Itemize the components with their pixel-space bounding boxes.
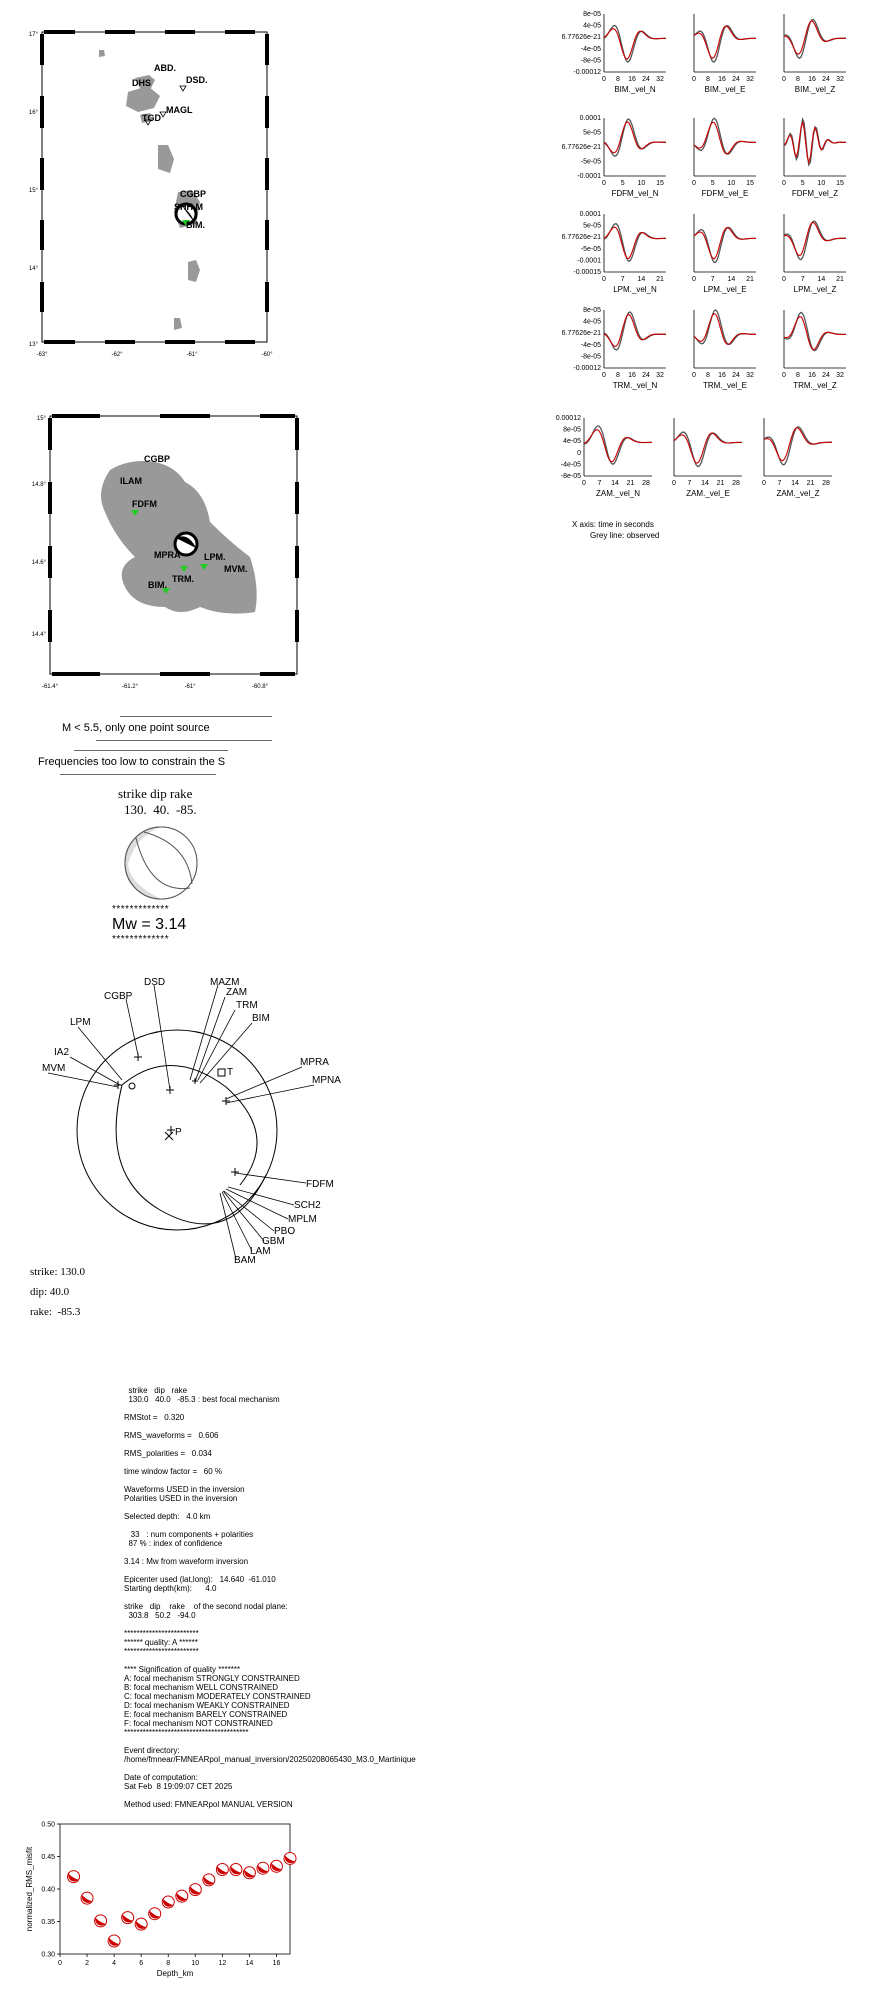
- waveform-xtick: 21: [716, 480, 725, 487]
- note-frequencies: Frequencies too low to constrain the S: [38, 756, 226, 768]
- waveform-ytick: 8e-05: [583, 307, 601, 314]
- waveform-ytick: 0.00012: [555, 415, 581, 422]
- result-line: Starting depth(km): 4.0: [124, 1584, 217, 1593]
- result-line: 303.8 50.2 -94.0: [124, 1611, 196, 1620]
- polarity-plot: [30, 975, 350, 1265]
- waveform-xtick: 15: [746, 180, 754, 187]
- map1-lon-tick: -61°: [186, 352, 198, 358]
- waveform-row: [548, 112, 870, 204]
- polarity-station: SCH2: [294, 1200, 321, 1211]
- chart-ytick: 0.45: [41, 1854, 55, 1861]
- waveform-xtick: 8: [616, 372, 620, 379]
- waveform-xtick: 21: [626, 480, 635, 487]
- p-axis-label: P: [175, 1127, 182, 1138]
- polarity-station: TRM: [236, 1000, 258, 1011]
- map1-station-label: BIM.: [186, 220, 205, 230]
- waveform-xtick: 32: [746, 372, 754, 379]
- waveform-ytick: -4e-05: [580, 341, 601, 349]
- chart-xtick: 10: [191, 1960, 200, 1967]
- waveform-row: [548, 208, 870, 300]
- observed-trace: [604, 119, 666, 156]
- result-line: Event directory:: [124, 1746, 180, 1755]
- waveform-xtick: 28: [642, 480, 650, 487]
- synthetic-trace: [604, 314, 666, 346]
- map1-station-label: ABD.: [154, 63, 176, 73]
- synthetic-trace: [584, 430, 652, 462]
- polarity-rake: rake: -85.3: [30, 1306, 81, 1318]
- waveform-panel-label: FDFM_vel_Z: [791, 189, 839, 198]
- chart-xtick: 2: [85, 1960, 90, 1967]
- waveform-xtick: 14: [637, 276, 646, 283]
- result-line: strike dip rake: [124, 1386, 188, 1395]
- waveform-xtick: 16: [628, 372, 636, 379]
- waveform-xtick: 14: [727, 276, 736, 283]
- polarity-station: MVM: [42, 1063, 66, 1074]
- depth-misfit-chart: [20, 1818, 310, 1990]
- map2-lat-tick: 14.6°: [31, 560, 46, 566]
- waveform-xtick: 24: [732, 76, 740, 83]
- waveform-xtick: 0: [782, 276, 786, 283]
- waveform-ytick: -0.0001: [577, 173, 601, 180]
- synthetic-trace: [674, 433, 742, 463]
- waveform-xtick: 24: [822, 76, 830, 83]
- polarity-station: ZAM: [226, 987, 248, 998]
- map1-lat-tick: 17°: [28, 32, 38, 38]
- waveform-xtick: 0: [692, 372, 696, 379]
- map2-lat-tick: 14.4°: [31, 632, 46, 638]
- waveform-ytick: -5e-05: [580, 158, 601, 166]
- waveform-panel-label: BIM._vel_E: [704, 85, 746, 94]
- waveform-xtick: 24: [822, 372, 830, 379]
- waveform-panel-label: FDFM_vel_N: [611, 189, 659, 198]
- waveform-panel-label: ZAM._vel_Z: [776, 489, 820, 498]
- polarity-station: BAM: [234, 1255, 256, 1265]
- result-line: 3.14 : Mw from waveform inversion: [124, 1557, 249, 1566]
- waveform-xtick: 0: [782, 180, 786, 187]
- result-line: Epicenter used (lat,long): 14.640 -61.010: [124, 1575, 276, 1584]
- map1-lat-tick: 14°: [28, 266, 38, 272]
- observed-trace: [784, 312, 846, 350]
- waveform-xtick: 32: [656, 76, 664, 83]
- misfit-point: [230, 1864, 242, 1876]
- result-line: RMS_polarities = 0.034: [124, 1449, 212, 1458]
- polarity-station: MPNA: [312, 1075, 341, 1086]
- waveform-xtick: 16: [718, 76, 726, 83]
- result-line: D: focal mechanism WEAKLY CONSTRAINED: [124, 1701, 290, 1710]
- map1-lat-tick: 15°: [28, 188, 38, 194]
- result-line: [124, 1503, 564, 1512]
- result-line: Selected depth: 4.0 km: [124, 1512, 211, 1521]
- waveform-xtick: 7: [687, 480, 692, 487]
- waveform-row: [548, 412, 870, 504]
- waveform-xtick: 16: [808, 76, 816, 83]
- result-line: ****** quality: A ******: [124, 1638, 198, 1647]
- beachball: [122, 824, 200, 902]
- misfit-point: [243, 1867, 255, 1879]
- waveform-ytick: 5e-05: [583, 129, 601, 137]
- waveform-panel-label: LPM._vel_N: [613, 285, 657, 294]
- synthetic-trace: [784, 222, 846, 255]
- stars-top: *************: [112, 904, 170, 915]
- waveform-xtick: 32: [746, 76, 754, 83]
- waveform-ytick: 6.77626e-21: [561, 34, 601, 42]
- waveform-xtick: 28: [732, 480, 740, 487]
- waveform-ytick: -8e-05: [560, 473, 581, 480]
- legend-x-axis: X axis: time in seconds: [572, 520, 654, 529]
- waveform-ytick: 4e-05: [583, 318, 601, 326]
- result-line: 33 : num components + polarities: [124, 1530, 254, 1539]
- waveform-xtick: 0: [602, 180, 606, 187]
- waveform-panel-label: ZAM._vel_N: [595, 489, 641, 498]
- waveform-xtick: 0: [762, 480, 766, 487]
- synthetic-trace: [784, 21, 846, 54]
- martinique-map: [0, 410, 310, 700]
- waveform-xtick: 0: [692, 276, 696, 283]
- chart-xtick: 0: [58, 1960, 62, 1967]
- result-line: RMStot = 0.320: [124, 1413, 185, 1422]
- waveform-xtick: 0: [692, 180, 696, 187]
- map2-station-label: FDFM: [132, 499, 157, 509]
- polarity-station: MAZM: [210, 977, 240, 988]
- waveform-xtick: 7: [620, 276, 625, 283]
- waveform-xtick: 5: [800, 180, 805, 187]
- map2-lon-tick: -61°: [184, 684, 196, 690]
- waveform-xtick: 8: [796, 76, 800, 83]
- misfit-point: [122, 1912, 134, 1924]
- waveform-xtick: 24: [732, 372, 740, 379]
- waveform-xtick: 10: [727, 180, 736, 187]
- polarity-station: FDFM: [306, 1179, 334, 1190]
- waveform-xtick: 14: [817, 276, 826, 283]
- result-line: E: focal mechanism BARELY CONSTRAINED: [124, 1710, 288, 1719]
- result-line: Sat Feb 8 19:09:07 CET 2025: [124, 1782, 233, 1791]
- result-line: 130.0 40.0 -85.3 : best focal mechanism: [124, 1395, 280, 1404]
- waveform-xtick: 16: [808, 372, 816, 379]
- result-line: [124, 1476, 564, 1485]
- chart-xtick: 4: [112, 1960, 117, 1967]
- synthetic-trace: [694, 26, 756, 58]
- waveform-xtick: 5: [710, 180, 715, 187]
- waveform-row: [548, 8, 870, 100]
- waveform-xtick: 21: [746, 276, 754, 283]
- observed-trace: [784, 221, 846, 259]
- map2-station-label: BIM.: [148, 580, 167, 590]
- waveform-xtick: 14: [701, 480, 709, 487]
- result-line: ****************************************: [124, 1728, 249, 1737]
- waveform-xtick: 0: [602, 76, 606, 83]
- result-line: Polarities USED in the inversion: [124, 1494, 238, 1503]
- waveform-row: [548, 304, 870, 396]
- map1-station-label: DSD.: [186, 75, 208, 85]
- polarity-station: LPM: [70, 1017, 91, 1028]
- waveform-xtick: 16: [718, 372, 726, 379]
- chart-xlabel: Depth_km: [156, 1969, 194, 1978]
- observed-trace: [694, 227, 756, 262]
- waveform-xtick: 14: [791, 480, 799, 487]
- polarity-dip: dip: 40.0: [30, 1286, 70, 1298]
- result-line: ************************: [124, 1629, 199, 1638]
- waveform-xtick: 0: [582, 480, 586, 487]
- map2-lat-tick: 15°: [36, 416, 46, 422]
- chart-xtick: 6: [139, 1960, 144, 1967]
- chart-xtick: 12: [218, 1960, 227, 1967]
- waveform-xtick: 14: [611, 480, 619, 487]
- waveform-panel-label: ZAM._vel_E: [686, 489, 730, 498]
- observed-trace: [694, 26, 756, 62]
- map1-lat-tick: 13°: [28, 342, 38, 348]
- synthetic-trace: [784, 317, 846, 350]
- note-rule: [74, 750, 228, 751]
- misfit-point: [95, 1915, 107, 1927]
- note-rule: [120, 716, 272, 717]
- chart-ytick: 0.35: [41, 1919, 55, 1926]
- note-rule: [60, 774, 216, 775]
- waveform-xtick: 24: [642, 372, 650, 379]
- map1-lon-tick: -60°: [261, 352, 273, 358]
- waveform-panel-label: LPM._vel_Z: [793, 285, 837, 294]
- waveform-panel-label: BIM._vel_N: [614, 85, 656, 94]
- map1-station-label: TGD: [142, 113, 161, 123]
- polarity-strike: strike: 130.0: [30, 1266, 85, 1278]
- result-line: C: focal mechanism MODERATELY CONSTRAINED: [124, 1692, 311, 1701]
- result-line: [124, 1593, 564, 1602]
- map2-station-label: MPRA: [154, 550, 181, 560]
- map2-station-label: CGBP: [144, 454, 171, 464]
- polarity-station: GBM: [262, 1236, 285, 1247]
- observed-trace: [604, 312, 666, 350]
- result-line: [124, 1791, 564, 1800]
- misfit-point: [162, 1896, 174, 1908]
- misfit-point: [135, 1918, 147, 1930]
- waveform-ytick: -0.00015: [573, 269, 601, 276]
- chart-ytick: 0.30: [41, 1951, 55, 1959]
- result-line: **** Signification of quality *******: [124, 1665, 241, 1674]
- waveform-xtick: 21: [806, 480, 815, 487]
- chart-xtick: 14: [245, 1960, 254, 1967]
- waveform-xtick: 8: [706, 76, 710, 83]
- waveform-xtick: 7: [597, 480, 602, 487]
- waveform-ytick: -4e-05: [560, 461, 581, 469]
- legend-grey-observed: Grey line: observed: [590, 531, 660, 540]
- misfit-point: [284, 1852, 296, 1864]
- map2-lon-tick: -61.2°: [121, 684, 139, 690]
- result-line: [124, 1566, 564, 1575]
- waveform-xtick: 24: [642, 76, 650, 83]
- waveform-xtick: 15: [656, 180, 664, 187]
- polarity-station: MPRA: [300, 1057, 329, 1068]
- waveform-grid: [548, 8, 870, 498]
- result-line: Waveforms USED in the inversion: [124, 1485, 245, 1494]
- waveform-xtick: 0: [602, 276, 606, 283]
- waveform-panel-label: BIM._vel_Z: [794, 85, 836, 94]
- chart-ytick: 0.50: [41, 1821, 55, 1829]
- waveform-panel-label: TRM._vel_N: [612, 381, 658, 390]
- waveform-xtick: 16: [628, 76, 636, 83]
- misfit-point: [257, 1862, 269, 1874]
- result-line: B: focal mechanism WELL CONSTRAINED: [124, 1683, 278, 1692]
- result-line: time window factor = 60 %: [124, 1467, 223, 1476]
- waveform-xtick: 8: [706, 372, 710, 379]
- waveform-ytick: 6.77626e-21: [561, 234, 601, 242]
- map2-station-label: TRM.: [172, 574, 194, 584]
- polarity-station: MPLM: [288, 1214, 317, 1225]
- result-line: [124, 1656, 564, 1665]
- mech-header: strike dip rake: [118, 786, 193, 801]
- map2-lon-tick: -61.4°: [41, 684, 59, 690]
- waveform-ytick: 6.77626e-21: [561, 330, 601, 338]
- map2-station-label: ILAM: [120, 476, 142, 486]
- result-line: A: focal mechanism STRONGLY CONSTRAINED: [124, 1674, 300, 1683]
- result-line: /home/fmnear/FMNEARpol_manual_inversion/20250208065430_M3.0_Martinique: [124, 1755, 416, 1764]
- waveform-xtick: 0: [782, 76, 786, 83]
- polarity-station: PBO: [274, 1226, 296, 1237]
- result-line: strike dip rake of the second nodal plane:: [124, 1602, 288, 1611]
- waveform-xtick: 21: [836, 276, 844, 283]
- map1-lon-tick: -62°: [111, 352, 123, 358]
- map1-station-label: DHS: [132, 78, 152, 88]
- map1-station-label: SHH.M: [174, 202, 203, 212]
- map1-lat-tick: 16°: [28, 110, 38, 116]
- misfit-point: [270, 1860, 282, 1872]
- misfit-point: [68, 1871, 80, 1883]
- note-rule: [96, 740, 272, 741]
- chart-ylabel: normalized_RMS_misfit: [25, 1846, 34, 1932]
- waveform-ytick: 8e-05: [583, 11, 601, 18]
- waveform-ytick: 0: [577, 449, 581, 457]
- result-line: ************************: [124, 1647, 199, 1656]
- stars-bottom: *************: [112, 934, 170, 945]
- waveform-xtick: 8: [616, 76, 620, 83]
- synthetic-trace: [604, 227, 666, 258]
- mw-label: Mw = 3.14: [112, 916, 187, 933]
- waveform-ytick: 5e-05: [583, 222, 601, 230]
- misfit-point: [108, 1935, 120, 1947]
- waveform-xtick: 7: [777, 480, 782, 487]
- waveform-ytick: 4e-05: [583, 22, 601, 30]
- misfit-point: [203, 1874, 215, 1886]
- waveform-ytick: 0.0001: [579, 211, 601, 218]
- regional-map: [0, 0, 290, 370]
- observed-trace: [604, 26, 666, 62]
- map1-station-label: MAGL: [166, 105, 193, 115]
- result-line: [124, 1764, 564, 1773]
- map2-lon-tick: -60.8°: [251, 684, 269, 690]
- waveform-xtick: 32: [656, 372, 664, 379]
- waveform-ytick: -8e-05: [580, 353, 601, 361]
- map1-station-label: CGBP: [180, 189, 207, 199]
- polarity-station: IA2: [54, 1047, 70, 1058]
- polarity-station: CGBP: [104, 991, 133, 1002]
- map2-station-label: MVM.: [224, 564, 248, 574]
- waveform-xtick: 10: [817, 180, 826, 187]
- polarity-station: BIM: [252, 1013, 270, 1024]
- result-line: Method used: FMNEARpol MANUAL VERSION: [124, 1800, 293, 1809]
- waveform-xtick: 8: [796, 372, 800, 379]
- result-line: [124, 1620, 564, 1629]
- result-line: RMS_waveforms = 0.606: [124, 1431, 219, 1440]
- polarity-station: LAM: [250, 1246, 271, 1257]
- waveform-ytick: -0.00012: [573, 69, 601, 76]
- misfit-point: [189, 1884, 201, 1896]
- misfit-point: [216, 1864, 228, 1876]
- waveform-xtick: 21: [656, 276, 664, 283]
- waveform-xtick: 0: [672, 480, 676, 487]
- map2-lat-tick: 14.8°: [31, 482, 46, 488]
- result-line: Date of computation:: [124, 1773, 198, 1782]
- map2-station-label: LPM.: [204, 552, 226, 562]
- waveform-xtick: 7: [710, 276, 715, 283]
- result-line: F: focal mechanism NOT CONSTRAINED: [124, 1719, 273, 1728]
- misfit-point: [81, 1892, 93, 1904]
- waveform-ytick: -5e-05: [580, 245, 601, 253]
- waveform-xtick: 10: [637, 180, 646, 187]
- result-line: [124, 1521, 564, 1530]
- waveform-xtick: 5: [620, 180, 625, 187]
- waveform-xtick: 15: [836, 180, 844, 187]
- waveform-ytick: -8e-05: [580, 57, 601, 65]
- polarity-station: DSD: [144, 977, 166, 988]
- result-line: [124, 1440, 564, 1449]
- chart-xtick: 8: [166, 1960, 171, 1967]
- waveform-xtick: 28: [822, 480, 830, 487]
- waveform-ytick: 8e-05: [563, 426, 581, 434]
- waveform-xtick: 32: [836, 76, 844, 83]
- waveform-ytick: 4e-05: [563, 438, 581, 446]
- waveform-xtick: 32: [836, 372, 844, 379]
- result-line: [124, 1737, 564, 1746]
- waveform-xtick: 0: [782, 372, 786, 379]
- chart-ytick: 0.40: [41, 1886, 55, 1894]
- waveform-ytick: -4e-05: [580, 45, 601, 53]
- waveform-ytick: 0.0001: [579, 115, 601, 122]
- waveform-ytick: 6.77626e-21: [561, 144, 601, 151]
- t-axis-label: T: [227, 1067, 234, 1078]
- result-line: [124, 1548, 564, 1557]
- waveform-ytick: -0.0001: [577, 257, 601, 265]
- result-line: [124, 1422, 564, 1431]
- waveform-panel-label: TRM._vel_E: [702, 381, 748, 390]
- observed-trace: [694, 118, 756, 154]
- result-line: [124, 1404, 564, 1413]
- note-single-source: M < 5.5, only one point source: [62, 722, 210, 734]
- waveform-xtick: 7: [800, 276, 805, 283]
- map1-lon-tick: -63°: [36, 352, 48, 358]
- result-line: [124, 1458, 564, 1467]
- waveform-panel-label: TRM._vel_Z: [793, 381, 837, 390]
- result-line: 87 % : index of confidence: [124, 1539, 223, 1548]
- waveform-panel-label: LPM._vel_E: [703, 285, 747, 294]
- inversion-results: [124, 1386, 564, 1809]
- misfit-point: [176, 1890, 188, 1902]
- waveform-xtick: 0: [692, 76, 696, 83]
- chart-xtick: 16: [272, 1960, 281, 1967]
- waveform-ytick: -0.00012: [573, 365, 601, 372]
- misfit-point: [149, 1908, 161, 1920]
- waveform-xtick: 0: [602, 372, 606, 379]
- mech-values: 130. 40. -85.: [124, 802, 197, 817]
- waveform-panel-label: FDFM_vel_E: [701, 189, 749, 198]
